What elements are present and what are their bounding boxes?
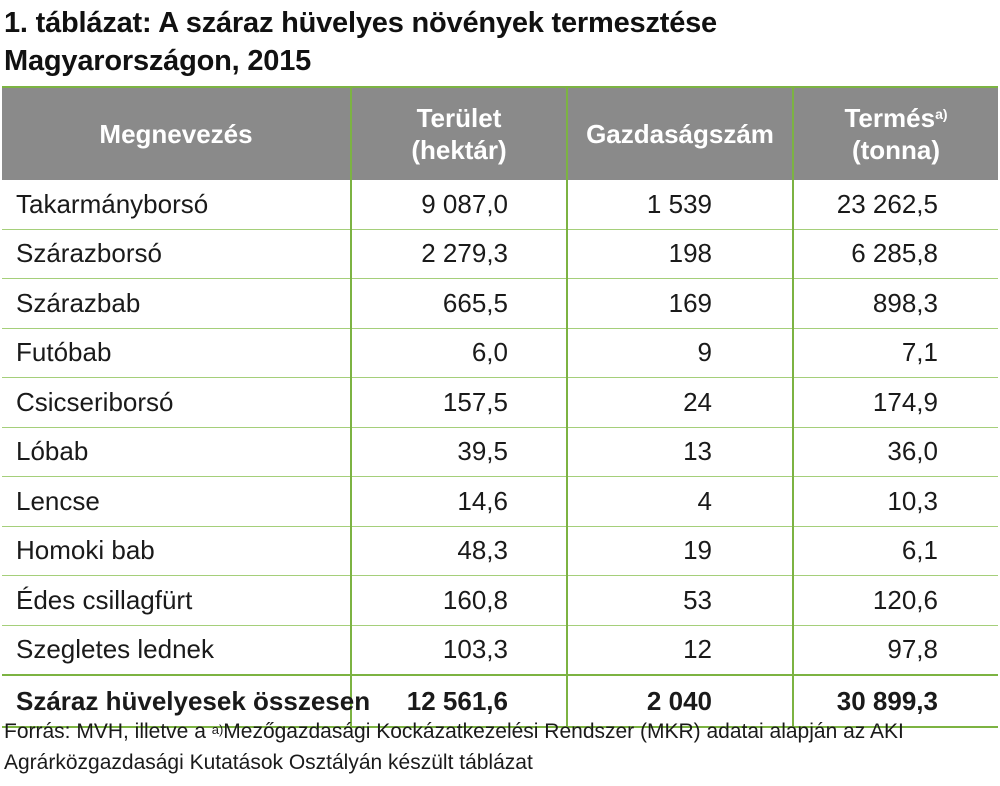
table-title-line2: Magyarországon, 2015 [4, 45, 312, 77]
header-yield-line2: (tonna) [851, 135, 941, 165]
cell-yield: 23 262,5 [793, 180, 998, 229]
header-row [2, 88, 998, 180]
cell-area: 14,6 [351, 477, 567, 527]
table-row [2, 328, 998, 378]
cell-area: 39,5 [351, 427, 567, 477]
total-name: Száraz hüvelyesek összesen [2, 675, 351, 726]
table-row [2, 427, 998, 477]
cell-farms: 1 539 [567, 180, 793, 229]
header-yield-line1 [794, 102, 998, 134]
data-table-container [2, 86, 998, 728]
source-prefix: Forrás: MVH, illetve a [4, 720, 212, 743]
cell-name: Lencse [2, 477, 351, 527]
cell-area: 9 087,0 [351, 180, 567, 229]
table-row [2, 625, 998, 675]
cell-area: 157,5 [351, 378, 567, 428]
table-row [2, 576, 998, 626]
header-yield-footnote-mark: a) [935, 106, 948, 122]
source-note [4, 716, 998, 778]
data-table [2, 88, 998, 726]
table-title [4, 4, 994, 80]
cell-yield: 898,3 [793, 279, 998, 329]
table-body [2, 180, 998, 726]
cell-name: Takarmányborsó [16, 188, 209, 219]
cell-name: Lóbab [2, 427, 351, 477]
table-row [2, 279, 998, 329]
header-farms [567, 88, 793, 180]
cell-farms: 9 [567, 328, 793, 378]
header-name-label: Megnevezés [99, 119, 253, 149]
header-yield [793, 88, 998, 180]
cell-area: 160,8 [351, 576, 567, 626]
table-title-line1: 1. táblázat: A száraz hüvelyes növények termesztése [4, 7, 717, 39]
cell-yield: 36,0 [793, 427, 998, 477]
cell-name: Futóbab [2, 328, 351, 378]
cell-name: Csicseriborsó [2, 378, 351, 428]
cell-farms: 53 [567, 576, 793, 626]
cell-yield: 6 285,8 [793, 229, 998, 279]
cell-name: Szárazbab [2, 279, 351, 329]
cell-yield: 120,6 [793, 576, 998, 626]
cell-farms: 12 [567, 625, 793, 675]
cell-yield: 174,9 [793, 378, 998, 428]
header-yield-label: Termés [844, 103, 936, 133]
header-area [351, 88, 567, 180]
cell-area: 6,0 [351, 328, 567, 378]
table-header [2, 88, 998, 180]
cell-name: Szegletes lednek [2, 625, 351, 675]
cell-area: 103,3 [351, 625, 567, 675]
source-text: Mezőgazdasági Kockázatkezelési Rendszer (MKR) adatai alapján az AKI Agrárközgazdasági Kutatások Osztályán készült táblázat [4, 720, 904, 774]
header-name [2, 88, 351, 180]
table-row [2, 229, 998, 279]
total-yield: 30 899,3 [793, 675, 998, 726]
cell-area: 48,3 [351, 526, 567, 576]
cell-yield: 97,8 [793, 625, 998, 675]
cell-name: Édes csillagfürt [2, 576, 351, 626]
total-area: 12 561,6 [351, 675, 567, 726]
cell-yield: 10,3 [793, 477, 998, 527]
source-footnote-mark: a) [211, 722, 224, 737]
header-area-line2: (hektár) [411, 135, 507, 165]
cell-yield: 6,1 [793, 526, 998, 576]
header-area-line1: Terület [416, 103, 502, 133]
cell-farms: 198 [567, 229, 793, 279]
cell-farms: 169 [567, 279, 793, 329]
cell-farms: 24 [567, 378, 793, 428]
cell-area: 665,5 [351, 279, 567, 329]
table-row [2, 180, 998, 229]
cell-farms: 4 [567, 477, 793, 527]
cell-name: Szárazborsó [2, 229, 351, 279]
total-farms: 2 040 [567, 675, 793, 726]
table-row [2, 477, 998, 527]
table-row [2, 526, 998, 576]
cell-farms: 13 [567, 427, 793, 477]
cell-yield: 7,1 [793, 328, 998, 378]
table-row [2, 378, 998, 428]
cell-name: Homoki bab [2, 526, 351, 576]
cell-area: 2 279,3 [351, 229, 567, 279]
cell-farms: 19 [567, 526, 793, 576]
header-farms-label: Gazdaságszám [586, 119, 774, 149]
